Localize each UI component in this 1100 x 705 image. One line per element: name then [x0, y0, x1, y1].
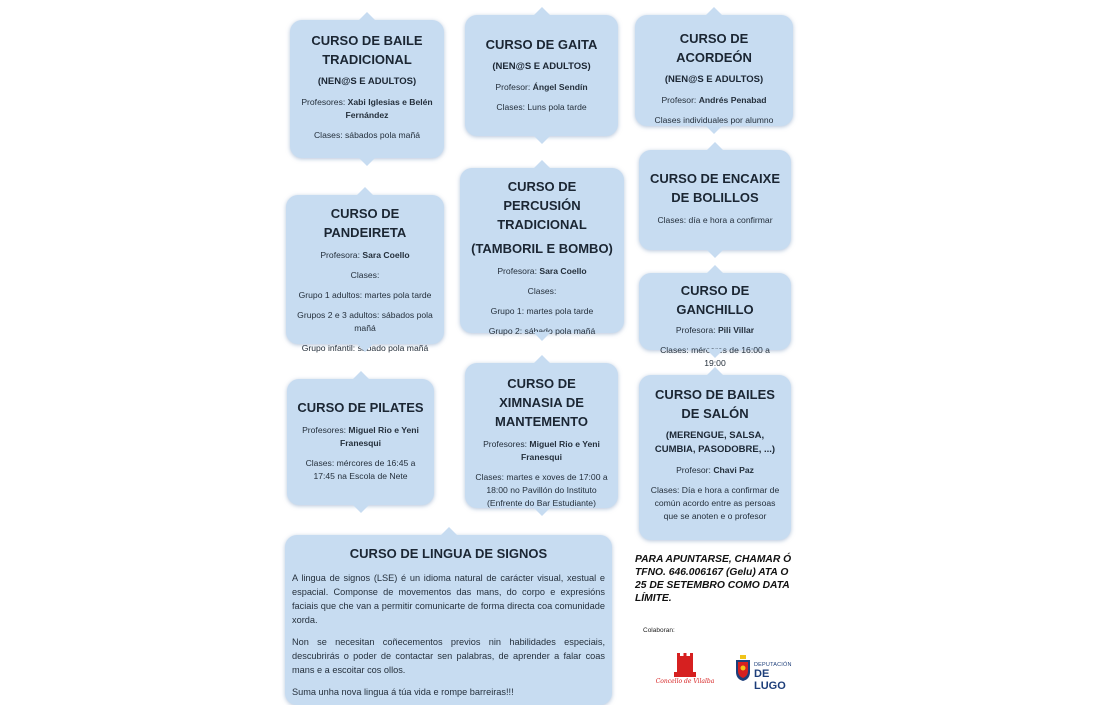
- lse-paragraph: Non se necesitan coñecementos previos nin habilidades especiais, descubrirás o poder de contactar sen palabras, de aprender a falar coas mans e a escoitar cos ollos.: [292, 637, 605, 675]
- course-teacher-ximnasia: Profesores: Miguel Rio e Yeni Franesqui: [483, 439, 600, 462]
- course-group-pandeireta: Grupos 2 e 3 adultos: sábados pola mañá: [297, 310, 433, 333]
- course-subtitle-percusion: (TAMBORIL E BOMBO): [471, 241, 613, 256]
- concello-logo-text: Concello de Vilalba: [655, 678, 715, 685]
- course-classes-encaixe: Clases: día e hora a confirmar: [657, 215, 773, 225]
- course-teacher-acordeon: Profesor: Andrés Penabad: [661, 95, 767, 105]
- course-classes-bailes-salon: Clases: Día e hora a confirmar de común acordo entre as persoas que se anoten e o profesor: [650, 485, 780, 521]
- course-classes-acordeon: Clases individuales por alumno: [654, 115, 774, 125]
- course-card-baile: [290, 20, 444, 158]
- course-card-lse: [285, 535, 612, 705]
- course-group-percusion: Grupo 1: martes pola tarde: [490, 306, 594, 316]
- course-card-percusion: [460, 168, 624, 336]
- course-teacher-gaita: Profesor: Ángel Sendín: [495, 82, 588, 92]
- course-title-gaita: CURSO DE GAITA: [485, 37, 598, 52]
- course-title-percusion: CURSO DE PERCUSIÓN TRADICIONAL: [497, 179, 587, 232]
- deputacion-logo-small: DEPUTACIÓN: [754, 662, 792, 668]
- deputacion-logo-big: DE LUGO: [754, 668, 786, 692]
- course-teacher-pandeireta: Profesora: Sara Coello: [320, 250, 410, 260]
- course-card-bailes-salon: [639, 375, 791, 540]
- course-title-acordeon: CURSO DE ACORDEÓN: [676, 31, 752, 65]
- deputacion-logo: [734, 652, 796, 692]
- collaborators-label: Colaboran:: [643, 627, 675, 634]
- course-group-percusion: Grupo 2: sábado pola mañá: [488, 326, 596, 336]
- course-classes-ganchillo: Clases: mércores de 16:00 a 19:00: [660, 345, 770, 368]
- lse-paragraph: A lingua de signos (LSE) é un idioma natural de carácter visual, xestual e espacial. Componse de movementos das mans, do corpo e expresións faciais que che van a permitir comunicarte de forma directa coa comunidade xorda.: [292, 573, 605, 625]
- course-classes-pilates: Clases: mércores de 16:45 a 17:45 na Escola de Nete: [305, 458, 416, 481]
- course-card-gaita: [465, 15, 618, 136]
- course-card-ganchillo: [639, 273, 791, 368]
- course-classes-ximnasia: Clases: martes e xoves de 17:00 a 18:00 no Pavillón do Instituto (Enfrente do Bar Estudiante): [475, 472, 608, 508]
- course-card-pandeireta: [286, 195, 444, 353]
- registration-notice: PARA APUNTARSE, CHAMAR Ó TFNO. 646.006167 (Gelu) ATA O 25 DE SETEMBRO COMO DATA LÍMITE.: [635, 554, 792, 604]
- course-title-lse: CURSO DE LINGUA DE SIGNOS: [349, 546, 548, 561]
- course-teacher-baile: Profesores: Xabi Iglesias e Belén Fernández: [301, 97, 433, 120]
- course-title-ganchillo: CURSO DE GANCHILLO: [676, 283, 754, 317]
- course-subtitle-acordeon: (NEN@S E ADULTOS): [664, 74, 764, 85]
- course-subtitle-baile: (NEN@S E ADULTOS): [317, 76, 417, 87]
- course-title-pandeireta: CURSO DE PANDEIRETA: [323, 206, 407, 240]
- course-title-pilates: CURSO DE PILATES: [297, 400, 424, 415]
- course-title-encaixe: CURSO DE ENCAIXE DE BOLILLOS: [649, 171, 781, 205]
- course-teacher-bailes-salon: Profesor: Chavi Paz: [676, 465, 754, 475]
- course-title-baile: CURSO DE BAILE TRADICIONAL: [311, 33, 423, 67]
- course-classes-baile: Clases: sábados pola mañá: [313, 130, 421, 140]
- course-description-lse: [292, 571, 605, 699]
- coat-of-arms-icon: [734, 654, 752, 682]
- course-subtitle-gaita: (NEN@S E ADULTOS): [492, 61, 591, 72]
- course-card-ximnasia: [465, 363, 618, 508]
- concello-logo: [650, 646, 720, 688]
- course-group-pandeireta: Grupo 1 adultos: martes pola tarde: [298, 290, 432, 300]
- course-teacher-ganchillo: Profesora: Pili Villar: [675, 325, 755, 335]
- course-card-encaixe: [639, 150, 791, 250]
- course-card-pilates: [287, 379, 434, 505]
- course-classes-label-percusion: Clases:: [527, 286, 557, 296]
- course-classes-gaita: Clases: Luns pola tarde: [496, 102, 587, 112]
- course-title-ximnasia: CURSO DE XIMNASIA DE MANTEMENTO: [495, 376, 588, 429]
- lse-paragraph: Suma unha nova lingua á túa vida e rompe barreiras!!!: [292, 687, 514, 697]
- course-subtitle-bailes-salon: (MERENGUE, SALSA, CUMBIA, PASODOBRE, ...): [654, 430, 776, 455]
- course-card-acordeon: [635, 15, 793, 126]
- course-classes-label-pandeireta: Clases:: [350, 270, 380, 280]
- course-teacher-pilates: Profesores: Miguel Rio e Yeni Franesqui: [302, 425, 419, 448]
- course-title-bailes-salon: CURSO DE BAILES DE SALÓN: [655, 387, 775, 421]
- course-group-pandeireta: Grupo infantil: sábado pola mañá: [301, 343, 429, 353]
- course-teacher-percusion: Profesora: Sara Coello: [497, 266, 587, 276]
